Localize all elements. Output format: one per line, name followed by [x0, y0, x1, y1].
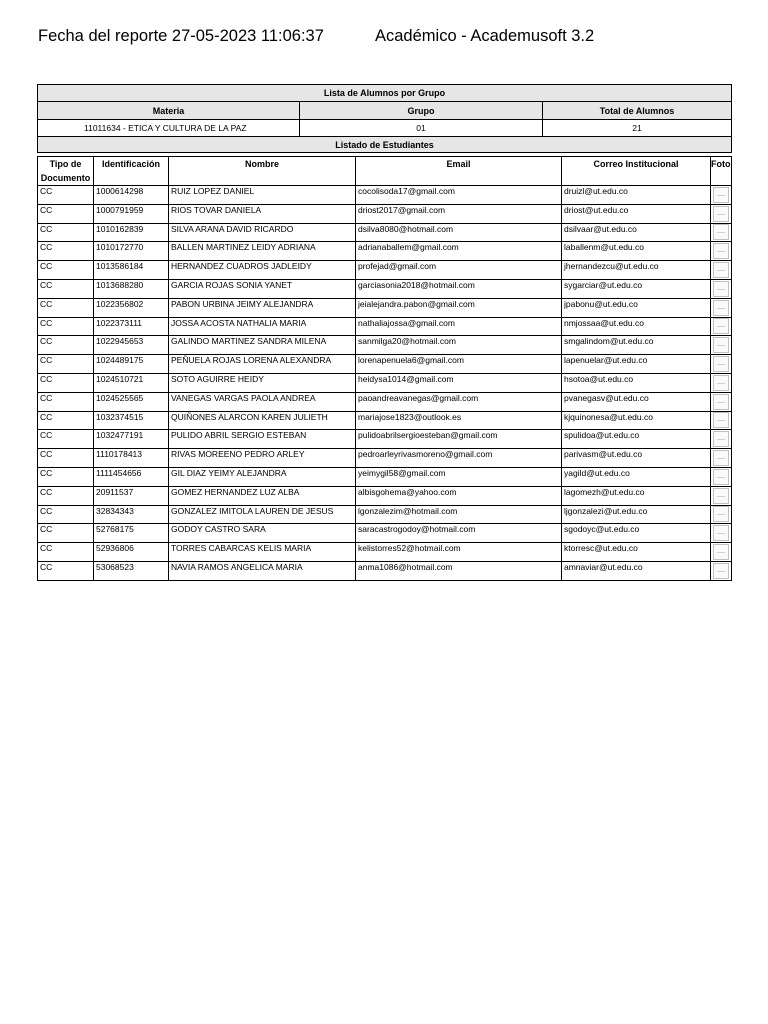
col-correo-header: Correo Institucional: [562, 157, 711, 186]
identificacion-cell: 1000614298: [94, 186, 169, 205]
table-row: [38, 524, 732, 543]
photo-placeholder-icon: [713, 563, 729, 579]
photo-placeholder-icon: [713, 375, 729, 391]
table-row: [38, 279, 732, 298]
table-row: [38, 336, 732, 355]
table-row: [38, 261, 732, 280]
photo-placeholder-icon: [713, 469, 729, 485]
photo-placeholder-icon: [713, 224, 729, 240]
students-table: [37, 156, 732, 581]
correo-institucional-cell: spulidoa@ut.edu.co: [562, 430, 711, 449]
foto-cell: [711, 449, 732, 468]
report-header: [38, 27, 738, 46]
nombre-cell: BALLEN MARTINEZ LEIDY ADRIANA: [169, 242, 356, 261]
nombre-cell: GOMEZ HERNANDEZ LUZ ALBA: [169, 486, 356, 505]
tipo-documento-cell: CC: [38, 373, 94, 392]
tipo-documento-cell: CC: [38, 261, 94, 280]
photo-placeholder-icon: [713, 300, 729, 316]
foto-cell: [711, 373, 732, 392]
foto-cell: [711, 336, 732, 355]
photo-placeholder-icon: [713, 394, 729, 410]
tipo-documento-cell: CC: [38, 524, 94, 543]
nombre-cell: SOTO AGUIRRE HEIDY: [169, 373, 356, 392]
identificacion-cell: 1111454656: [94, 467, 169, 486]
photo-placeholder-icon: [713, 356, 729, 372]
table-row: [38, 430, 732, 449]
email-cell: pulidoabrilsergioesteban@gmail.com: [356, 430, 562, 449]
foto-cell: [711, 223, 732, 242]
foto-cell: [711, 467, 732, 486]
photo-placeholder-icon: [713, 412, 729, 428]
photo-placeholder-icon: [713, 506, 729, 522]
col-grupo-header: Grupo: [300, 102, 543, 120]
nombre-cell: QUIÑONES ALARCON KAREN JULIETH: [169, 411, 356, 430]
nombre-cell: GODOY CASTRO SARA: [169, 524, 356, 543]
identificacion-cell: 1013586184: [94, 261, 169, 280]
identificacion-cell: 1000791959: [94, 204, 169, 223]
table-row: [38, 186, 732, 205]
foto-cell: [711, 355, 732, 374]
students-list-title: Listado de Estudiantes: [38, 137, 732, 153]
identificacion-cell: 1013688280: [94, 279, 169, 298]
photo-placeholder-icon: [713, 431, 729, 447]
foto-cell: [711, 298, 732, 317]
table-row: [38, 505, 732, 524]
students-header-row: [38, 157, 732, 186]
foto-cell: [711, 543, 732, 562]
photo-placeholder-icon: [713, 243, 729, 259]
nombre-cell: HERNANDEZ CUADROS JADLEIDY: [169, 261, 356, 280]
correo-institucional-cell: parivasm@ut.edu.co: [562, 449, 711, 468]
materia-value: 11011634 - ETICA Y CULTURA DE LA PAZ: [38, 120, 300, 137]
tipo-documento-cell: CC: [38, 186, 94, 205]
table-row: [38, 411, 732, 430]
photo-placeholder-icon: [713, 525, 729, 541]
email-cell: heidysa1014@gmail.com: [356, 373, 562, 392]
identificacion-cell: 1022373111: [94, 317, 169, 336]
email-cell: pedroarleyrivasmoreno@gmail.com: [356, 449, 562, 468]
nombre-cell: NAVIA RAMOS ANGELICA MARIA: [169, 561, 356, 580]
photo-placeholder-icon: [713, 262, 729, 278]
nombre-cell: PEÑUELA ROJAS LORENA ALEXANDRA: [169, 355, 356, 374]
correo-institucional-cell: lagomezh@ut.edu.co: [562, 486, 711, 505]
nombre-cell: RIVAS MOREENO PEDRO ARLEY: [169, 449, 356, 468]
nombre-cell: GONZALEZ IMITOLA LAUREN DE JESUS: [169, 505, 356, 524]
correo-institucional-cell: hsotoa@ut.edu.co: [562, 373, 711, 392]
identificacion-cell: 20911537: [94, 486, 169, 505]
foto-cell: [711, 486, 732, 505]
foto-cell: [711, 186, 732, 205]
email-cell: yeimygil58@gmail.com: [356, 467, 562, 486]
nombre-cell: RUIZ LOPEZ DANIEL: [169, 186, 356, 205]
email-cell: driost2017@gmail.com: [356, 204, 562, 223]
photo-placeholder-icon: [713, 206, 729, 222]
nombre-cell: GIL DIAZ YEIMY ALEJANDRA: [169, 467, 356, 486]
correo-institucional-cell: ljgonzalezi@ut.edu.co: [562, 505, 711, 524]
foto-cell: [711, 242, 732, 261]
foto-cell: [711, 204, 732, 223]
nombre-cell: VANEGAS VARGAS PAOLA ANDREA: [169, 392, 356, 411]
app-title: Académico - Academusoft 3.2: [375, 27, 595, 45]
correo-institucional-cell: jhernandezcu@ut.edu.co: [562, 261, 711, 280]
foto-cell: [711, 561, 732, 580]
tipo-documento-cell: CC: [38, 430, 94, 449]
photo-placeholder-icon: [713, 450, 729, 466]
report-date: Fecha del reporte 27-05-2023 11:06:37: [38, 27, 324, 45]
correo-institucional-cell: dsilvaar@ut.edu.co: [562, 223, 711, 242]
col-id-header: Identificación: [94, 157, 169, 186]
nombre-cell: SILVA ARANA DAVID RICARDO: [169, 223, 356, 242]
email-cell: cocolisoda17@gmail.com: [356, 186, 562, 205]
tipo-documento-cell: CC: [38, 336, 94, 355]
correo-institucional-cell: driost@ut.edu.co: [562, 204, 711, 223]
foto-cell: [711, 317, 732, 336]
identificacion-cell: 1022356802: [94, 298, 169, 317]
table-row: [38, 204, 732, 223]
tipo-documento-cell: CC: [38, 204, 94, 223]
nombre-cell: RIOS TOVAR DANIELA: [169, 204, 356, 223]
tipo-documento-cell: CC: [38, 279, 94, 298]
correo-institucional-cell: amnaviar@ut.edu.co: [562, 561, 711, 580]
tipo-documento-cell: CC: [38, 392, 94, 411]
identificacion-cell: 32834343: [94, 505, 169, 524]
identificacion-cell: 1024510721: [94, 373, 169, 392]
tipo-documento-cell: CC: [38, 242, 94, 261]
email-cell: anma1086@hotmail.com: [356, 561, 562, 580]
tipo-documento-cell: CC: [38, 561, 94, 580]
table-row: [38, 242, 732, 261]
foto-cell: [711, 524, 732, 543]
students-body: [38, 186, 732, 581]
table-row: [38, 392, 732, 411]
email-cell: lorenapenuela6@gmail.com: [356, 355, 562, 374]
tipo-documento-cell: CC: [38, 411, 94, 430]
tipo-documento-cell: CC: [38, 298, 94, 317]
email-cell: paoandreavanegas@gmail.com: [356, 392, 562, 411]
col-nombre-header: Nombre: [169, 157, 356, 186]
email-cell: lgonzalezim@hotmail.com: [356, 505, 562, 524]
correo-institucional-cell: pvanegasv@ut.edu.co: [562, 392, 711, 411]
col-total-header: Total de Alumnos: [543, 102, 732, 120]
email-cell: profejad@gmail.com: [356, 261, 562, 280]
correo-institucional-cell: laballenm@ut.edu.co: [562, 242, 711, 261]
identificacion-cell: 1024489175: [94, 355, 169, 374]
col-materia-header: Materia: [38, 102, 300, 120]
photo-placeholder-icon: [713, 544, 729, 560]
table-row: [38, 355, 732, 374]
foto-cell: [711, 261, 732, 280]
foto-cell: [711, 430, 732, 449]
foto-cell: [711, 505, 732, 524]
correo-institucional-cell: lapenuelar@ut.edu.co: [562, 355, 711, 374]
correo-institucional-cell: nmjossaa@ut.edu.co: [562, 317, 711, 336]
email-cell: adrianaballem@gmail.com: [356, 242, 562, 261]
email-cell: albisgohema@yahoo.com: [356, 486, 562, 505]
foto-cell: [711, 279, 732, 298]
table-row: [38, 467, 732, 486]
email-cell: nathaliajossa@gmail.com: [356, 317, 562, 336]
table-row: [38, 486, 732, 505]
nombre-cell: PULIDO ABRIL SERGIO ESTEBAN: [169, 430, 356, 449]
identificacion-cell: 52768175: [94, 524, 169, 543]
identificacion-cell: 1010162839: [94, 223, 169, 242]
group-list-title: Lista de Alumnos por Grupo: [38, 85, 732, 102]
photo-placeholder-icon: [713, 337, 729, 353]
correo-institucional-cell: jpabonu@ut.edu.co: [562, 298, 711, 317]
tipo-documento-cell: CC: [38, 467, 94, 486]
identificacion-cell: 1110178413: [94, 449, 169, 468]
email-cell: garciasonia2018@hotmail.com: [356, 279, 562, 298]
grupo-value: 01: [300, 120, 543, 137]
email-cell: jeialejandra.pabon@gmail.com: [356, 298, 562, 317]
total-value: 21: [543, 120, 732, 137]
nombre-cell: PABON URBINA JEIMY ALEJANDRA: [169, 298, 356, 317]
identificacion-cell: 1022945653: [94, 336, 169, 355]
nombre-cell: GARCIA ROJAS SONIA YANET: [169, 279, 356, 298]
photo-placeholder-icon: [713, 281, 729, 297]
email-cell: mariajose1823@outlook.es: [356, 411, 562, 430]
photo-placeholder-icon: [713, 318, 729, 334]
correo-institucional-cell: sygarciar@ut.edu.co: [562, 279, 711, 298]
tipo-documento-cell: CC: [38, 505, 94, 524]
col-foto-header: Foto: [711, 157, 732, 186]
email-cell: saracastrogodoy@hotmail.com: [356, 524, 562, 543]
table-row: [38, 543, 732, 562]
nombre-cell: GALINDO MARTINEZ SANDRA MILENA: [169, 336, 356, 355]
foto-cell: [711, 392, 732, 411]
tipo-documento-cell: CC: [38, 543, 94, 562]
table-row: [38, 298, 732, 317]
photo-placeholder-icon: [713, 187, 729, 203]
table-row: [38, 223, 732, 242]
correo-institucional-cell: ktorresc@ut.edu.co: [562, 543, 711, 562]
photo-placeholder-icon: [713, 488, 729, 504]
table-row: [38, 561, 732, 580]
tipo-documento-cell: CC: [38, 355, 94, 374]
identificacion-cell: 1032374515: [94, 411, 169, 430]
tipo-documento-cell: CC: [38, 449, 94, 468]
email-cell: dsilva8080@hotmail.com: [356, 223, 562, 242]
identificacion-cell: 1032477191: [94, 430, 169, 449]
identificacion-cell: 1010172770: [94, 242, 169, 261]
correo-institucional-cell: druizl@ut.edu.co: [562, 186, 711, 205]
tipo-documento-cell: CC: [38, 317, 94, 336]
email-cell: sanmilga20@hotmail.com: [356, 336, 562, 355]
correo-institucional-cell: smgalindom@ut.edu.co: [562, 336, 711, 355]
foto-cell: [711, 411, 732, 430]
table-row: [38, 373, 732, 392]
table-row: [38, 449, 732, 468]
col-tipo-header: Tipo de Documento: [38, 157, 94, 186]
identificacion-cell: 1024525565: [94, 392, 169, 411]
tipo-documento-cell: CC: [38, 223, 94, 242]
correo-institucional-cell: kjquinonesa@ut.edu.co: [562, 411, 711, 430]
correo-institucional-cell: sgodoyc@ut.edu.co: [562, 524, 711, 543]
group-summary-table: [37, 84, 732, 153]
identificacion-cell: 52936806: [94, 543, 169, 562]
tipo-documento-cell: CC: [38, 486, 94, 505]
email-cell: kelistorres52@hotmail.com: [356, 543, 562, 562]
correo-institucional-cell: yagild@ut.edu.co: [562, 467, 711, 486]
nombre-cell: TORRES CABARCAS KELIS MARIA: [169, 543, 356, 562]
table-row: [38, 317, 732, 336]
identificacion-cell: 53068523: [94, 561, 169, 580]
nombre-cell: JOSSA ACOSTA NATHALIA MARIA: [169, 317, 356, 336]
col-email-header: Email: [356, 157, 562, 186]
